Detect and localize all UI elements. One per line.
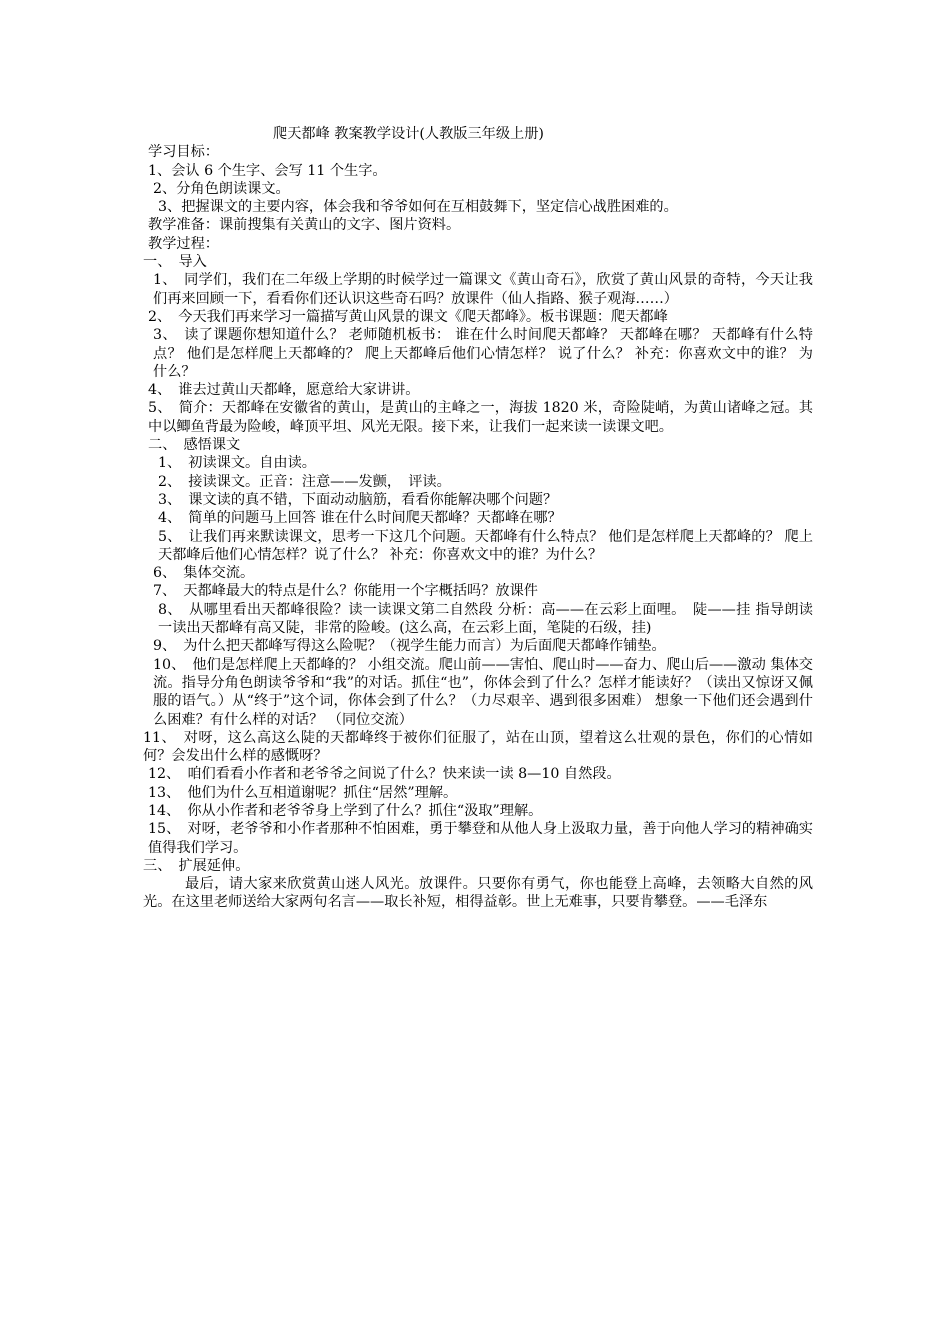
step-paragraph: 4、 谁去过黄山天都峰，愿意给大家讲讲。 (148, 382, 420, 399)
document-title: 爬天都峰 教案教学设计(人教版三年级上册) (273, 126, 544, 142)
part-heading: 一、 导入 (143, 254, 207, 271)
step-paragraph: 6、 集体交流。 (153, 565, 255, 582)
step-paragraph: 12、 咱们看看小作者和老爷爷之间说了什么？快来读一读 8—10 自然段。 (148, 766, 621, 783)
step-paragraph: 9、 为什么把天都峰写得这么险呢？（视学生能力而言）为后面爬天都峰作铺垫。 (153, 638, 666, 655)
goal-item: 1、会认 6 个生字、会写 11 个生字。 (148, 162, 387, 179)
step-paragraph: 11、 对呀，这么高这么陡的天都峰终于被你们征服了，站在山顶，望着这么壮观的景色，你们的心情如何？会发出什么样的感慨呀？ (143, 729, 813, 765)
step-paragraph: 5、 让我们再来默读课文，思考一下这几个问题。天都峰有什么特点？ 他们是怎样爬上天都峰的？ 爬上天都峰后他们心情怎样？说了什么？ 补充：你喜欢文中的谁？为什么？ (158, 528, 813, 563)
step-paragraph: 3、 课文读的真不错，下面动动脑筋，看看你能解决哪个问题？ (158, 491, 558, 508)
goal-item: 2、分角色朗读课文。 (153, 180, 290, 197)
step-paragraph: 15、 对呀，老爷爷和小作者那种不怕困难，勇于攀登和从他人身上汲取力量，善于向他人学习的精神确实值得我们学习。 (148, 821, 813, 856)
step-paragraph: 14、 你从小作者和老爷爷身上学到了什么？抓住“汲取”理解。 (148, 802, 543, 819)
step-paragraph: 8、 从哪里看出天都峰很险？读一读课文第二自然段 分析：高——在云彩上面哩。 陡——挂 指导朗读一读出天都峰有高又陡，非常的险峻。(这么高，在云彩上面，笔陡的石级，挂) (158, 601, 813, 637)
part-heading: 三、 扩展延伸。 (143, 857, 250, 874)
closing-paragraph: 最后，请大家来欣赏黄山迷人风光。放课件。只要你有勇气，你也能登上高峰，去领略大自然的风光。在这里老师送给大家两句名言——取长补短，相得益彰。世上无难事，只要肯攀登。——毛泽东 (143, 876, 813, 911)
step-paragraph: 7、 天都峰最大的特点是什么？你能用一个字概括吗？放课件 (153, 583, 538, 600)
document-body (143, 125, 813, 912)
step-paragraph: 2、 今天我们再来学习一篇描写黄山风景的课文《爬天都峰》。板书课题：爬天都峰 (148, 308, 668, 325)
section-heading-process: 教学过程： (148, 235, 219, 252)
section-heading-goals: 学习目标： (148, 144, 219, 161)
step-paragraph: 5、 简介：天都峰在安徽省的黄山，是黄山的主峰之一，海拔 1820 米，奇险陡峭，为黄山诸峰之冠。其中以鲫鱼背最为险峻，峰顶平坦、风光无限。接下来，让我们一起来读一读课文吧。 (148, 400, 813, 435)
step-paragraph: 1、 同学们，我们在二年级上学期的时候学过一篇课文《黄山奇石》，欣赏了黄山风景的奇特，今天让我们再来回顾一下，看看你们还认识这些奇石吗？放课件（仙人指路、猴子观海……） (153, 272, 813, 307)
step-paragraph: 1、 初读课文。自由读。 (158, 455, 316, 472)
part-heading: 二、 感悟课文 (148, 437, 241, 454)
step-paragraph: 13、 他们为什么互相道谢呢？抓住“居然”理解。 (148, 784, 458, 801)
step-paragraph: 2、 接读课文。正音：注意——发颤， 评读。 (158, 473, 451, 490)
preparation-line: 教学准备：课前搜集有关黄山的文字、图片资料。 (148, 217, 461, 234)
step-paragraph: 4、 简单的问题马上回答 谁在什么时间爬天都峰？天都峰在哪？ (158, 510, 562, 527)
step-paragraph: 10、 他们是怎样爬上天都峰的？ 小组交流。爬山前——害怕、爬山时——奋力、爬山后——激动 集体交流。指导分角色朗读爷爷和“我”的对话。抓住“也”，你体会到了什么？怎样才能读好？（读出又惊讶又佩服的语气。）从“终于”这个词，你体会到了什么？（力尽艰辛、遇到很多困难） 想象一下他们还会遇到什么困难？有什么样的对话？ （同位交流） (153, 656, 813, 728)
goal-item: 3、把握课文的主要内容，体会我和爷爷如何在互相鼓舞下，坚定信心战胜困难的。 (158, 199, 678, 216)
step-paragraph: 3、 读了课题你想知道什么？ 老师随机板书： 谁在什么时间爬天都峰？ 天都峰在哪？ 天都峰有什么特点？ 他们是怎样爬上天都峰的？ 爬上天都峰后他们心情怎样？ 说了什么？ 补充：你喜欢文中的谁？ 为什么？ (153, 327, 813, 380)
